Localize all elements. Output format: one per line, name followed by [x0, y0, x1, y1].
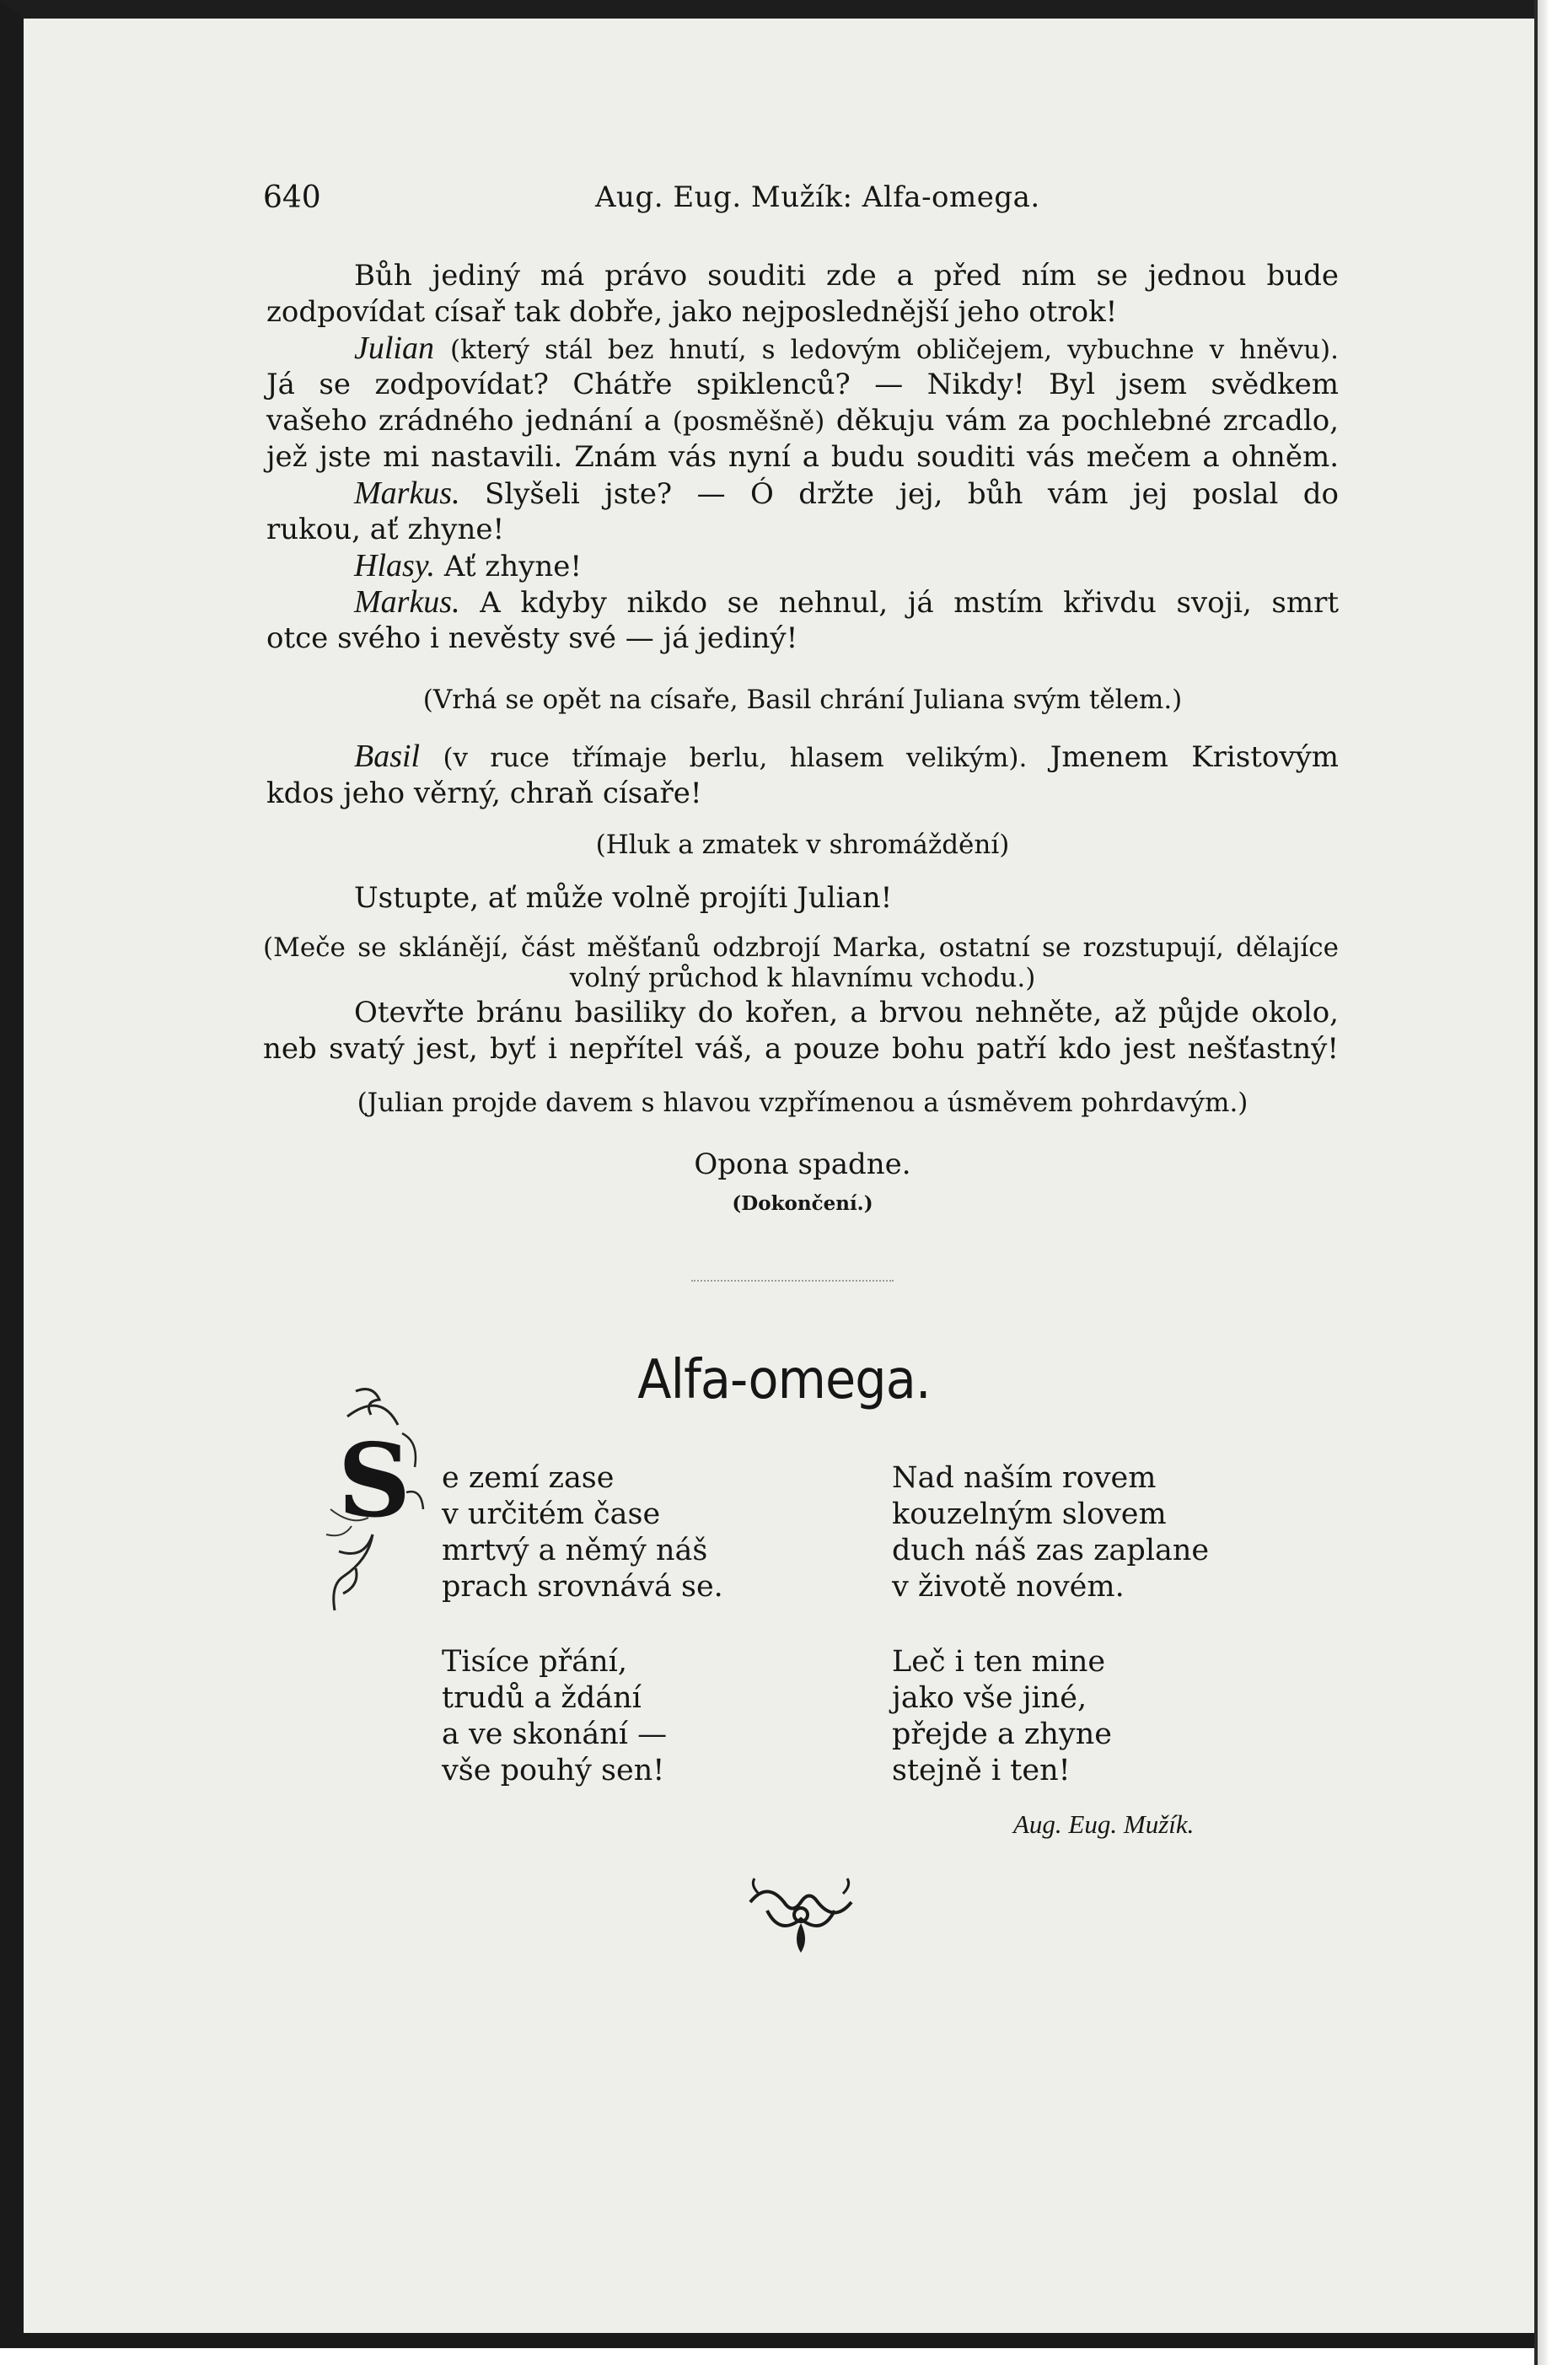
text-line: Bůh jediný má právo souditi zde a před ním se jednou bude	[354, 259, 1339, 293]
poem-line: stejně i ten!	[892, 1754, 1071, 1787]
stage-direction: (Hluk a zmatek v shromáždění)	[595, 830, 1010, 860]
poem-line: Nad naším rovem	[892, 1461, 1157, 1495]
initial-letter: S	[337, 1422, 411, 1540]
poem-line: duch náš zas zaplane	[892, 1534, 1210, 1567]
poem-line: e zemí zase	[442, 1461, 615, 1495]
text-line: kdos jeho věrný, chraň císaře!	[266, 777, 702, 810]
drama-text	[266, 258, 1339, 713]
poem-line: a ve skonání —	[442, 1717, 668, 1751]
stage-direction: volný průchod k hlavnímu vchodu.)	[569, 963, 1036, 993]
poem-line: prach srovnává se.	[442, 1570, 723, 1604]
ornate-initial-icon	[322, 1383, 428, 1644]
poem-line: v určitém čase	[442, 1497, 661, 1531]
poem-line: v životě novém.	[892, 1570, 1125, 1604]
poem-author: Aug. Eug. Mužík.	[1013, 1809, 1195, 1839]
poem-line: Leč i ten mine	[892, 1645, 1106, 1679]
poem-line: přejde a zhyne	[892, 1717, 1112, 1751]
dotted-divider-icon	[691, 1271, 894, 1282]
speech-line: Basil (v ruce třímaje berlu, hlasem velikým). Jmenem Kristovým	[354, 739, 1340, 774]
running-head: Aug. Eug. Mužík: Alfa-omega.	[595, 180, 1040, 214]
speaker-name: Markus.	[354, 584, 460, 620]
stage-direction: (v ruce třímaje berlu, hlasem velikým).	[443, 743, 1028, 773]
speech-line: Markus. A kdyby nikdo se nehnul, já mstím křivdu svoji, smrt	[354, 584, 1339, 620]
speech-line: Hlasy. Ať zhyne!	[354, 548, 583, 583]
speaker-name: Basil	[354, 739, 421, 774]
stage-direction: (Julian projde davem s hlavou vzpřímenou a úsměvem pohrdavým.)	[357, 1088, 1248, 1118]
stage-direction: (posměšně)	[672, 406, 825, 437]
text-line: Ustupte, ať může volně projíti Julian!	[354, 881, 893, 915]
page-edge	[1534, 0, 1568, 2365]
speech-line	[354, 331, 1339, 368]
speaker-name: Hlasy.	[354, 548, 436, 583]
poem-stanza-left-1	[442, 1460, 723, 1605]
poem-title: Alfa-omega.	[637, 1349, 931, 1411]
poem-line: mrtvý a němý náš	[442, 1534, 708, 1567]
text-line: otce svého i nevěsty své — já jediný!	[266, 621, 798, 655]
end-note: (Dokončení.)	[732, 1192, 873, 1215]
curtain-line: Opona spadne.	[694, 1148, 911, 1181]
poem-stanza-left-2	[442, 1644, 667, 1789]
text-line: neb svatý jest, byť i nepřítel váš, a pouze bohu patří kdo jest nešťastný!	[263, 1032, 1339, 1066]
poem-line: jako vše jiné,	[892, 1681, 1087, 1715]
poem-line: trudů a ždání	[442, 1681, 642, 1715]
poem-line: kouzelným slovem	[892, 1497, 1167, 1531]
stage-direction: (Vrhá se opět na císaře, Basil chrání Juliana svým tělem.)	[422, 685, 1183, 715]
text-line: Já se zodpovídat? Chátře spiklenců? — Nikdy! Byl jsem svědkem	[266, 368, 1339, 401]
text-line: rukou, ať zhyne!	[266, 513, 505, 546]
text-line: zodpovídat císař tak dobře, jako nejposlednější jeho otrok!	[266, 295, 1118, 329]
speaker-name: Julian	[354, 331, 434, 366]
speech-line: Markus. Slyšeli jste? — Ó držte jej, bůh vám jej poslal do	[354, 476, 1340, 511]
poem-line: vše pouhý sen!	[442, 1754, 665, 1787]
text-line: Otevřte bránu basiliky do kořen, a brvou nehněte, až půjde okolo,	[354, 996, 1339, 1029]
page-number: 640	[263, 180, 321, 215]
poem-stanza-right-2	[892, 1644, 1112, 1789]
poem-line: Tisíce přání,	[442, 1645, 627, 1679]
poem-stanza-right-1	[892, 1460, 1209, 1605]
stage-direction: (Meče se sklánějí, část měšťanů odzbrojí Marka, ostatní se rozstupují, dělajíce	[263, 933, 1339, 963]
floral-tailpiece-icon	[742, 1877, 860, 1961]
text-line: vašeho zrádného jednání a (posměšně) děkuju vám za pochlebné zrcadlo,	[266, 404, 1340, 438]
speaker-name: Markus.	[354, 476, 460, 511]
stage-direction: (který stál bez hnutí, s ledovým obličejem, vybuchne v hněvu).	[450, 335, 1339, 365]
text-line: jež jste mi nastavili. Znám vás nyní a budu souditi vás mečem a ohněm.	[266, 440, 1339, 474]
